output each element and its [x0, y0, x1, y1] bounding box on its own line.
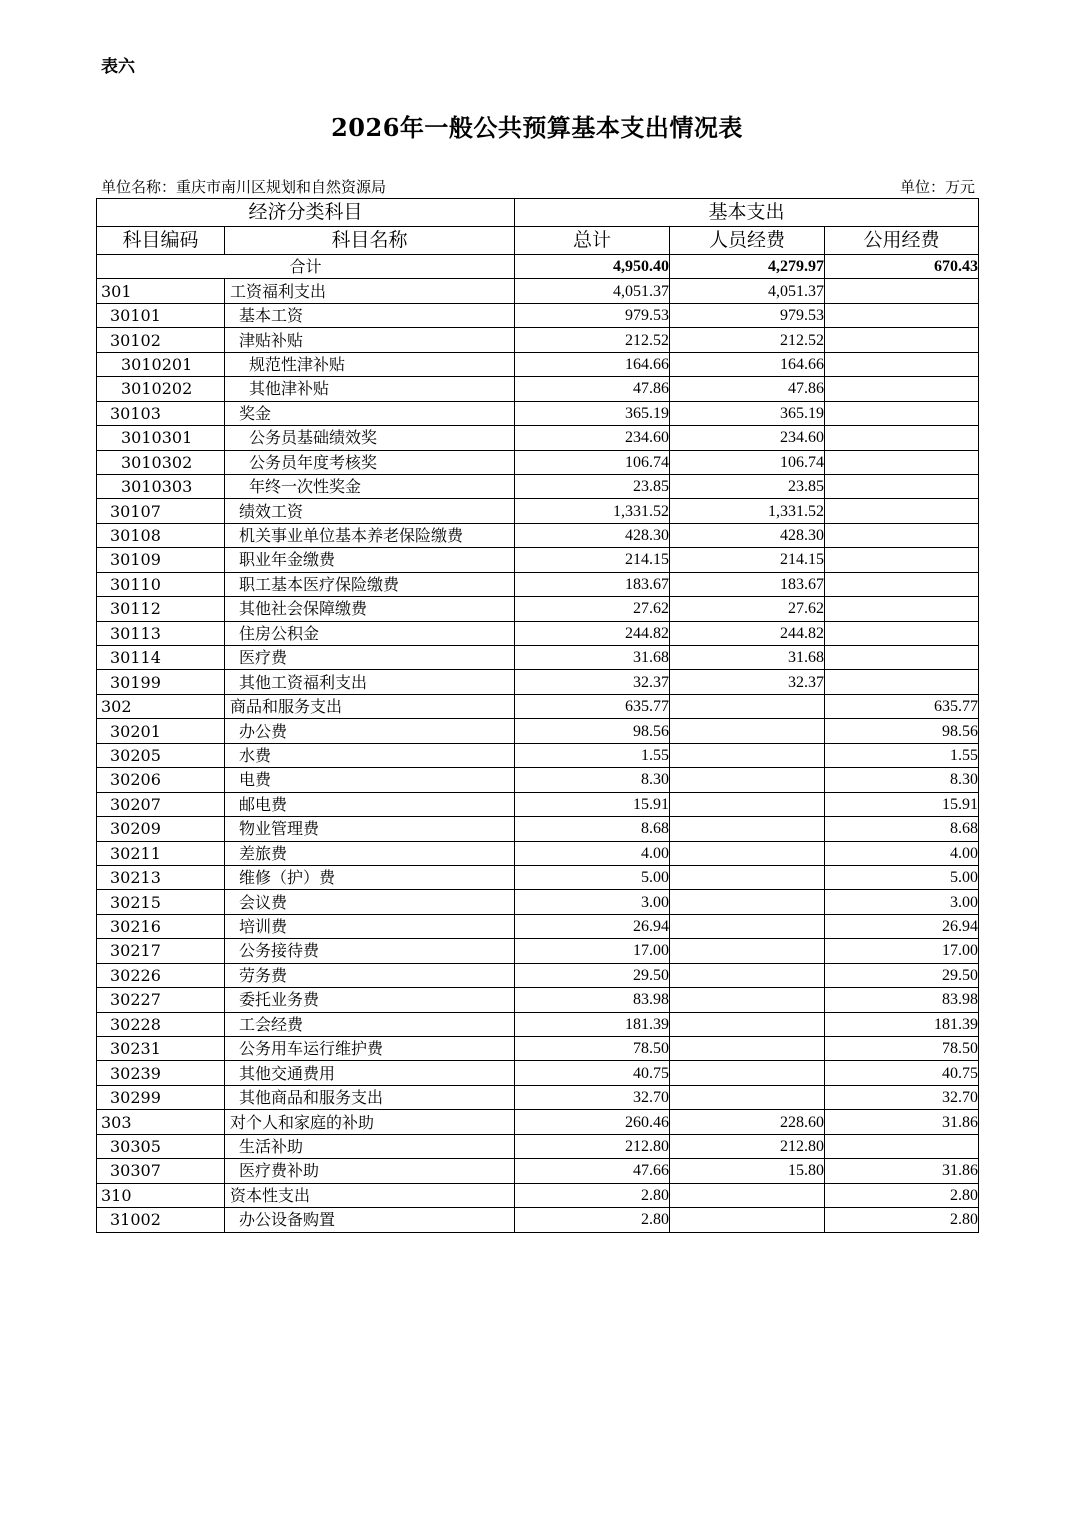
row-total: 32.70: [515, 1085, 670, 1109]
row-total: 8.30: [515, 768, 670, 792]
row-code: 30299: [97, 1085, 225, 1109]
row-name: 机关事业单位基本养老保险缴费: [225, 523, 515, 547]
row-total: 212.52: [515, 328, 670, 352]
row-name: 资本性支出: [225, 1183, 515, 1207]
table-row: [97, 401, 979, 425]
row-code: 30107: [97, 499, 225, 523]
header-personnel: 人员经费: [670, 227, 825, 255]
row-public: 181.39: [825, 1012, 979, 1036]
row-total: 29.50: [515, 963, 670, 987]
row-public: [825, 474, 979, 498]
row-name: 公务员基础绩效奖: [225, 426, 515, 450]
row-code: 31002: [97, 1208, 225, 1232]
row-total: 47.66: [515, 1159, 670, 1183]
row-code: 3010201: [97, 352, 225, 376]
table-row: [97, 670, 979, 694]
table-row: [97, 841, 979, 865]
row-name: 培训费: [225, 914, 515, 938]
row-code: 30228: [97, 1012, 225, 1036]
row-personnel: [670, 1183, 825, 1207]
row-public: [825, 523, 979, 547]
row-personnel: [670, 841, 825, 865]
row-public: 15.91: [825, 792, 979, 816]
row-personnel: [670, 914, 825, 938]
row-name: 维修（护）费: [225, 865, 515, 889]
row-code: 301: [97, 279, 225, 303]
table-row: [97, 768, 979, 792]
row-name: 会议费: [225, 890, 515, 914]
row-code: 30201: [97, 719, 225, 743]
row-personnel: [670, 1208, 825, 1232]
row-code: 30207: [97, 792, 225, 816]
row-name: 职业年金缴费: [225, 548, 515, 572]
row-public: 26.94: [825, 914, 979, 938]
row-name: 公务接待费: [225, 939, 515, 963]
row-name: 其他津补贴: [225, 377, 515, 401]
row-public: 8.30: [825, 768, 979, 792]
row-total: 234.60: [515, 426, 670, 450]
table-row: [97, 646, 979, 670]
row-code: 30305: [97, 1134, 225, 1158]
row-total: 15.91: [515, 792, 670, 816]
row-name: 电费: [225, 768, 515, 792]
header-basic-expense: 基本支出: [515, 199, 979, 227]
table-row: [97, 621, 979, 645]
row-name: 邮电费: [225, 792, 515, 816]
row-name: 住房公积金: [225, 621, 515, 645]
row-code: 30199: [97, 670, 225, 694]
row-code: 3010202: [97, 377, 225, 401]
row-public: [825, 597, 979, 621]
unit-measure: 单位：万元: [899, 178, 975, 196]
row-public: 17.00: [825, 939, 979, 963]
header-row-group: [97, 199, 979, 227]
total-total: 4,950.40: [515, 255, 670, 279]
row-public: 78.50: [825, 1037, 979, 1061]
table-row: [97, 328, 979, 352]
row-code: 30102: [97, 328, 225, 352]
row-public: 8.68: [825, 817, 979, 841]
table-row: [97, 1134, 979, 1158]
table-row: [97, 279, 979, 303]
row-personnel: 228.60: [670, 1110, 825, 1134]
row-total: 8.68: [515, 817, 670, 841]
row-total: 3.00: [515, 890, 670, 914]
row-public: 31.86: [825, 1159, 979, 1183]
row-total: 260.46: [515, 1110, 670, 1134]
row-personnel: 428.30: [670, 523, 825, 547]
row-public: [825, 279, 979, 303]
row-code: 30215: [97, 890, 225, 914]
row-total: 98.56: [515, 719, 670, 743]
row-personnel: [670, 865, 825, 889]
row-total: 365.19: [515, 401, 670, 425]
table-row: [97, 1061, 979, 1085]
row-public: 5.00: [825, 865, 979, 889]
row-name: 其他商品和服务支出: [225, 1085, 515, 1109]
row-total: 78.50: [515, 1037, 670, 1061]
row-name: 物业管理费: [225, 817, 515, 841]
table-row: [97, 719, 979, 743]
row-personnel: [670, 1085, 825, 1109]
row-personnel: 183.67: [670, 572, 825, 596]
row-personnel: 47.86: [670, 377, 825, 401]
row-code: 30211: [97, 841, 225, 865]
row-public: [825, 377, 979, 401]
table-row: [97, 939, 979, 963]
row-personnel: [670, 817, 825, 841]
row-public: 2.80: [825, 1208, 979, 1232]
row-code: 30213: [97, 865, 225, 889]
row-total: 32.37: [515, 670, 670, 694]
table-row: [97, 914, 979, 938]
row-total: 1.55: [515, 743, 670, 767]
row-public: 32.70: [825, 1085, 979, 1109]
row-code: 303: [97, 1110, 225, 1134]
row-code: 30217: [97, 939, 225, 963]
table-row: [97, 1085, 979, 1109]
row-public: [825, 646, 979, 670]
row-code: 30101: [97, 303, 225, 327]
row-code: 30307: [97, 1159, 225, 1183]
row-public: [825, 499, 979, 523]
row-total: 23.85: [515, 474, 670, 498]
table-row: [97, 743, 979, 767]
table-row: [97, 572, 979, 596]
row-personnel: [670, 719, 825, 743]
row-total: 5.00: [515, 865, 670, 889]
row-name: 绩效工资: [225, 499, 515, 523]
row-name: 医疗费补助: [225, 1159, 515, 1183]
row-name: 劳务费: [225, 963, 515, 987]
table-row: [97, 352, 979, 376]
row-name: 工资福利支出: [225, 279, 515, 303]
row-name: 其他交通费用: [225, 1061, 515, 1085]
table-row: [97, 523, 979, 547]
row-personnel: 15.80: [670, 1159, 825, 1183]
row-personnel: 234.60: [670, 426, 825, 450]
table-row: [97, 1037, 979, 1061]
row-name: 医疗费: [225, 646, 515, 670]
unit-name: 单位名称：重庆市南川区规划和自然资源局: [101, 178, 387, 196]
total-public: 670.43: [825, 255, 979, 279]
row-total: 31.68: [515, 646, 670, 670]
row-name: 工会经费: [225, 1012, 515, 1036]
row-code: 30231: [97, 1037, 225, 1061]
row-total: 4.00: [515, 841, 670, 865]
header-total: 总计: [515, 227, 670, 255]
row-code: 30103: [97, 401, 225, 425]
row-total: 164.66: [515, 352, 670, 376]
row-public: 83.98: [825, 988, 979, 1012]
table-number: 表六: [101, 57, 135, 77]
row-total: 26.94: [515, 914, 670, 938]
table-row: [97, 1159, 979, 1183]
table-row: [97, 548, 979, 572]
row-public: 98.56: [825, 719, 979, 743]
table-row: [97, 499, 979, 523]
row-public: [825, 670, 979, 694]
row-name: 奖金: [225, 401, 515, 425]
header-public: 公用经费: [825, 227, 979, 255]
row-public: [825, 328, 979, 352]
row-name: 商品和服务支出: [225, 694, 515, 718]
row-code: 30112: [97, 597, 225, 621]
row-name: 基本工资: [225, 303, 515, 327]
row-code: 3010301: [97, 426, 225, 450]
row-code: 30239: [97, 1061, 225, 1085]
header-row-columns: [97, 227, 979, 255]
row-personnel: 244.82: [670, 621, 825, 645]
row-code: 30108: [97, 523, 225, 547]
row-personnel: 32.37: [670, 670, 825, 694]
table-row: [97, 792, 979, 816]
row-public: 2.80: [825, 1183, 979, 1207]
table-row: [97, 597, 979, 621]
row-public: 31.86: [825, 1110, 979, 1134]
header-econ-class: 经济分类科目: [97, 199, 515, 227]
row-total: 2.80: [515, 1183, 670, 1207]
row-personnel: [670, 988, 825, 1012]
row-personnel: 979.53: [670, 303, 825, 327]
row-code: 30205: [97, 743, 225, 767]
row-total: 27.62: [515, 597, 670, 621]
row-code: 30113: [97, 621, 225, 645]
table-row: [97, 474, 979, 498]
table-row: [97, 1012, 979, 1036]
row-public: 29.50: [825, 963, 979, 987]
row-personnel: [670, 792, 825, 816]
row-name: 规范性津补贴: [225, 352, 515, 376]
table-row: [97, 1110, 979, 1134]
row-public: 4.00: [825, 841, 979, 865]
row-total: 244.82: [515, 621, 670, 645]
row-name: 公务用车运行维护费: [225, 1037, 515, 1061]
row-total: 214.15: [515, 548, 670, 572]
row-code: 310: [97, 1183, 225, 1207]
row-total: 1,331.52: [515, 499, 670, 523]
row-total: 106.74: [515, 450, 670, 474]
row-public: [825, 572, 979, 596]
row-public: 40.75: [825, 1061, 979, 1085]
page-title: 2026年一般公共预算基本支出情况表: [331, 113, 743, 142]
row-personnel: [670, 939, 825, 963]
table-row: [97, 1183, 979, 1207]
row-personnel: [670, 1061, 825, 1085]
total-row: [97, 255, 979, 279]
row-code: 30206: [97, 768, 225, 792]
row-personnel: 214.15: [670, 548, 825, 572]
total-personnel: 4,279.97: [670, 255, 825, 279]
row-name: 水费: [225, 743, 515, 767]
row-total: 183.67: [515, 572, 670, 596]
row-name: 其他工资福利支出: [225, 670, 515, 694]
row-total: 47.86: [515, 377, 670, 401]
row-total: 4,051.37: [515, 279, 670, 303]
row-public: [825, 303, 979, 327]
row-personnel: [670, 694, 825, 718]
row-code: 30109: [97, 548, 225, 572]
row-name: 生活补助: [225, 1134, 515, 1158]
row-public: 3.00: [825, 890, 979, 914]
row-public: [825, 401, 979, 425]
row-name: 办公费: [225, 719, 515, 743]
row-personnel: 212.80: [670, 1134, 825, 1158]
row-public: 1.55: [825, 743, 979, 767]
row-code: 30216: [97, 914, 225, 938]
row-personnel: [670, 768, 825, 792]
row-public: [825, 548, 979, 572]
table-row: [97, 303, 979, 327]
row-total: 40.75: [515, 1061, 670, 1085]
row-personnel: 212.52: [670, 328, 825, 352]
table-row: [97, 450, 979, 474]
row-name: 对个人和家庭的补助: [225, 1110, 515, 1134]
table-row: [97, 1208, 979, 1232]
header-name: 科目名称: [225, 227, 515, 255]
table-row: [97, 426, 979, 450]
row-name: 津贴补贴: [225, 328, 515, 352]
row-personnel: 27.62: [670, 597, 825, 621]
row-total: 428.30: [515, 523, 670, 547]
row-code: 30110: [97, 572, 225, 596]
row-public: [825, 1134, 979, 1158]
row-personnel: 4,051.37: [670, 279, 825, 303]
row-personnel: 1,331.52: [670, 499, 825, 523]
table-row: [97, 865, 979, 889]
row-code: 302: [97, 694, 225, 718]
row-personnel: [670, 743, 825, 767]
table-row: [97, 963, 979, 987]
table-row: [97, 890, 979, 914]
row-personnel: [670, 963, 825, 987]
row-public: [825, 352, 979, 376]
row-personnel: [670, 890, 825, 914]
row-personnel: 23.85: [670, 474, 825, 498]
row-public: [825, 621, 979, 645]
table-row: [97, 377, 979, 401]
table-row: [97, 988, 979, 1012]
row-name: 差旅费: [225, 841, 515, 865]
row-personnel: 31.68: [670, 646, 825, 670]
row-name: 办公设备购置: [225, 1208, 515, 1232]
header-code: 科目编码: [97, 227, 225, 255]
row-name: 年终一次性奖金: [225, 474, 515, 498]
table-row: [97, 694, 979, 718]
row-code: 30209: [97, 817, 225, 841]
row-personnel: [670, 1037, 825, 1061]
budget-table: [96, 198, 979, 1233]
row-code: 30226: [97, 963, 225, 987]
row-personnel: [670, 1012, 825, 1036]
total-label: 合计: [97, 255, 515, 279]
row-personnel: 106.74: [670, 450, 825, 474]
row-personnel: 164.66: [670, 352, 825, 376]
row-public: [825, 450, 979, 474]
row-code: 30114: [97, 646, 225, 670]
row-total: 635.77: [515, 694, 670, 718]
row-total: 979.53: [515, 303, 670, 327]
row-personnel: 365.19: [670, 401, 825, 425]
row-code: 3010303: [97, 474, 225, 498]
row-total: 181.39: [515, 1012, 670, 1036]
row-total: 212.80: [515, 1134, 670, 1158]
table-row: [97, 817, 979, 841]
row-name: 委托业务费: [225, 988, 515, 1012]
row-total: 17.00: [515, 939, 670, 963]
row-total: 83.98: [515, 988, 670, 1012]
row-code: 3010302: [97, 450, 225, 474]
row-code: 30227: [97, 988, 225, 1012]
row-total: 2.80: [515, 1208, 670, 1232]
row-name: 公务员年度考核奖: [225, 450, 515, 474]
row-name: 职工基本医疗保险缴费: [225, 572, 515, 596]
row-public: 635.77: [825, 694, 979, 718]
row-public: [825, 426, 979, 450]
row-name: 其他社会保障缴费: [225, 597, 515, 621]
